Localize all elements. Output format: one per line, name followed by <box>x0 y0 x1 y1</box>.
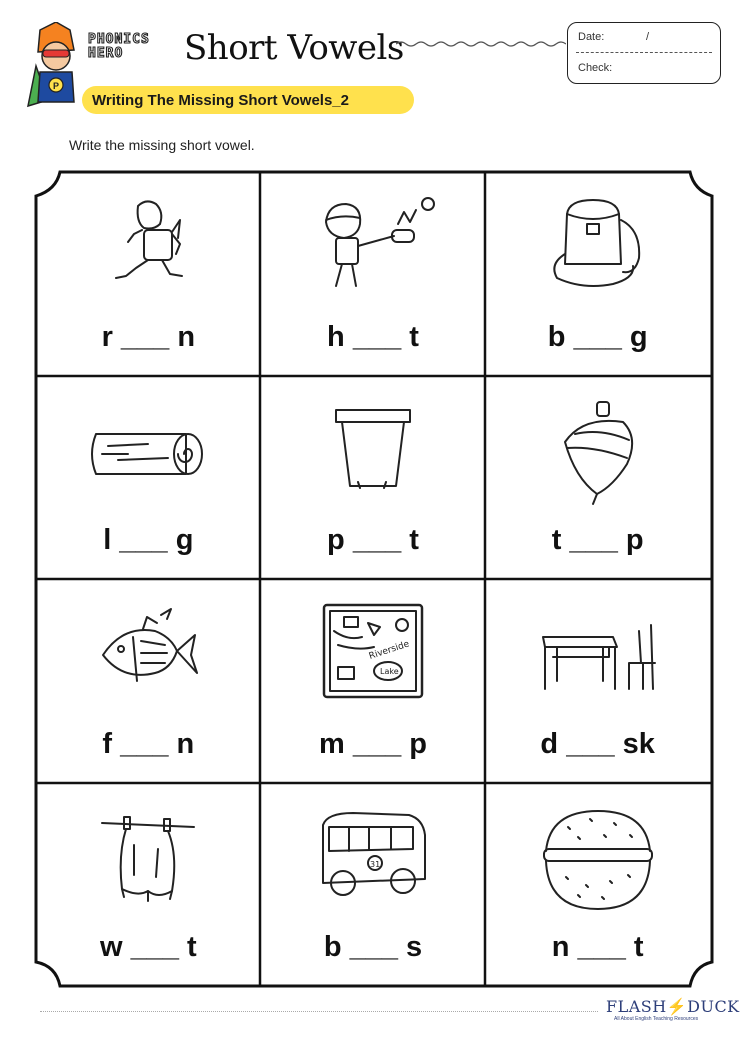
word-prompt: w ___ t <box>99 931 197 963</box>
map-lake-label: Lake <box>379 667 399 676</box>
word-card <box>485 783 710 987</box>
date-separator: / <box>646 31 650 43</box>
word-card <box>36 172 261 376</box>
batter-icon <box>308 194 438 294</box>
word-card <box>36 783 261 987</box>
running-boy-icon <box>98 194 198 294</box>
word-prompt: d ___ sk <box>540 727 655 760</box>
bus-number-label: 31 <box>369 859 381 869</box>
word-prompt: n ___ t <box>551 931 644 963</box>
phonics-hero-mascot-icon <box>26 22 88 118</box>
word-card <box>36 376 261 580</box>
wet-shirt-icon <box>98 805 198 909</box>
wavy-divider <box>396 34 566 54</box>
check-label: Check: <box>578 62 613 74</box>
brand-wordmark: PHONICS HERO <box>88 32 150 61</box>
lightning-bolt-icon: ⚡ <box>666 997 688 1016</box>
word-prompt: m ___ p <box>318 727 427 760</box>
page-title: Short Vowels <box>184 28 404 68</box>
word-card <box>261 783 486 987</box>
pot-icon <box>328 398 418 498</box>
logo-tagline: All About English Teaching Resources <box>614 1016 699 1022</box>
fish-icon <box>93 601 203 701</box>
word-prompt: p ___ t <box>327 524 419 556</box>
map-icon <box>318 601 428 705</box>
word-card <box>485 579 710 783</box>
word-prompt: b ___ s <box>323 931 423 963</box>
date-divider <box>576 52 712 53</box>
word-card <box>261 376 486 580</box>
instruction-text: Write the missing short vowel. <box>69 137 255 153</box>
word-prompt: l ___ g <box>103 524 194 556</box>
date-check-box <box>567 22 721 84</box>
date-label: Date: <box>578 31 605 43</box>
footer-divider <box>40 1011 598 1012</box>
word-prompt: b ___ g <box>547 320 648 353</box>
word-prompt: f ___ n <box>102 727 195 760</box>
svg-text:P: P <box>53 81 60 91</box>
log-icon <box>78 398 218 498</box>
flashduck-logo: FLASH⚡DUCK All About English Teaching Resources <box>606 997 740 1022</box>
spinning-top-icon <box>553 398 643 508</box>
desk-icon <box>533 601 663 701</box>
word-prompt: t ___ p <box>551 524 644 556</box>
word-prompt: h ___ t <box>327 320 419 353</box>
worksheet-subtitle: Writing The Missing Short Vowels_2 <box>82 86 414 114</box>
map-river-label: Riverside <box>367 639 411 662</box>
word-card <box>485 172 710 376</box>
bag-icon <box>543 194 653 294</box>
nut-icon <box>538 805 658 915</box>
word-card <box>36 579 261 783</box>
word-card <box>485 376 710 580</box>
word-card <box>261 579 486 783</box>
vowel-grid <box>36 172 710 986</box>
word-card <box>261 172 486 376</box>
bus-icon <box>313 805 433 905</box>
word-prompt: r ___ n <box>101 320 196 353</box>
